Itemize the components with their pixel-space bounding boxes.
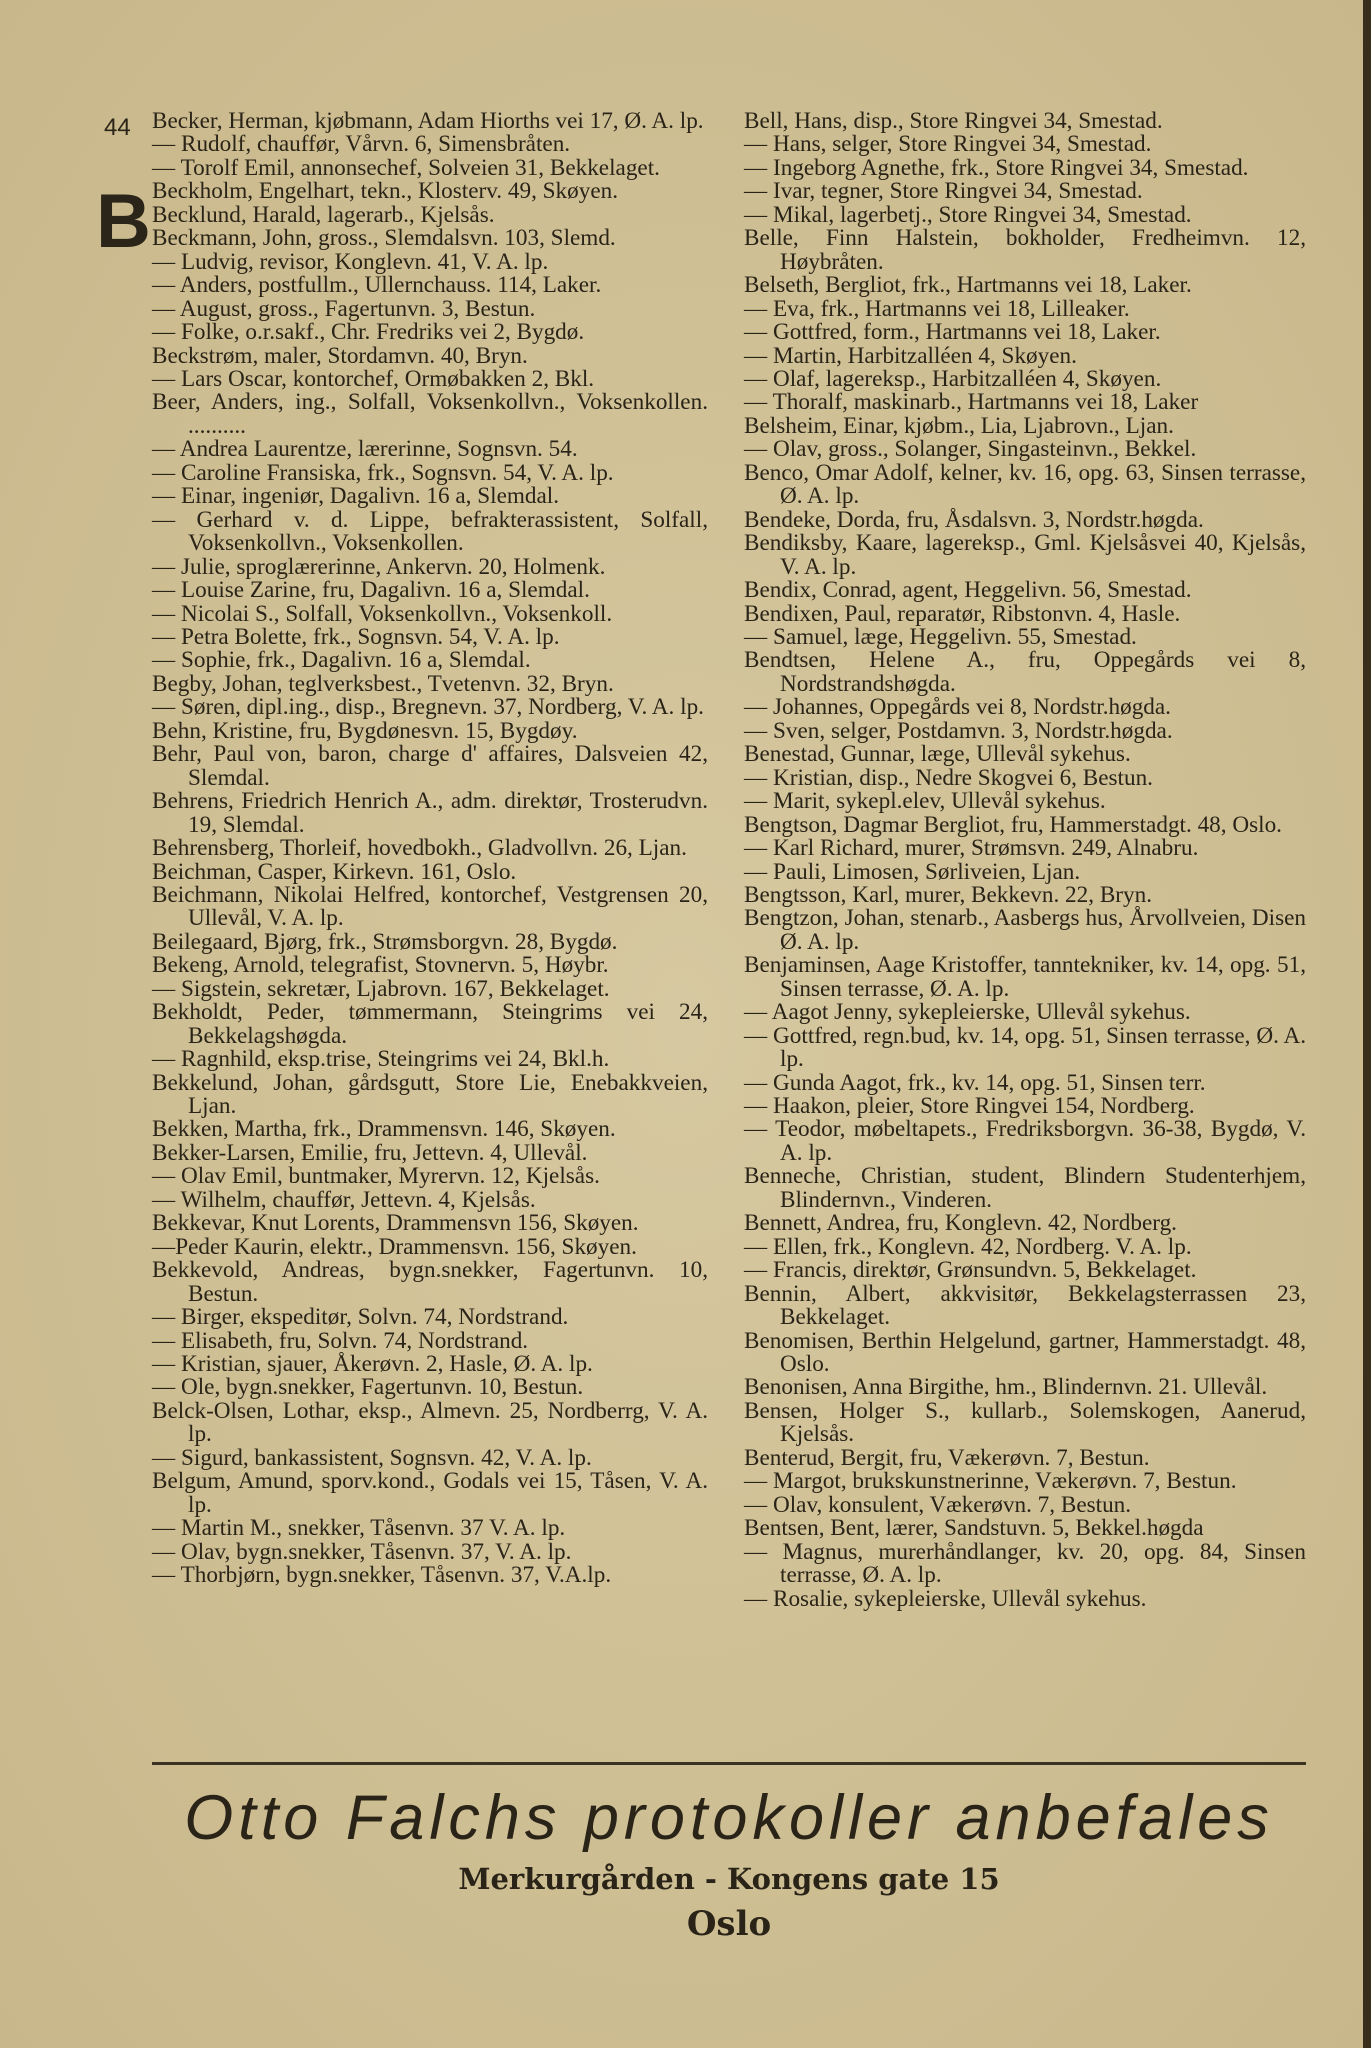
directory-entry: — Kristian, sjauer, Åkerøvn. 2, Hasle, Ø. A. lp. xyxy=(152,1351,593,1378)
directory-entry: — Olav, konsulent, Vækerøvn. 7, Bestun. xyxy=(744,1491,1132,1518)
directory-entry: Behrens, Friedrich Henrich A., adm. direktør, Trosterudvn. 19, Slemdal. xyxy=(152,788,708,838)
directory-entry: —Peder Kaurin, elektr., Drammensvn. 156, Skøyen. xyxy=(152,1233,637,1260)
advertisement-city: Oslo xyxy=(686,1904,772,1944)
right-column xyxy=(744,110,1306,1611)
page-number: 44 xyxy=(104,114,131,141)
directory-entry: — Søren, dipl.ing., disp., Bregnevn. 37, Nordberg, V. A. lp. xyxy=(152,694,704,721)
directory-entry: — Elisabeth, fru, Solvn. 74, Nordstrand. xyxy=(152,1327,529,1354)
directory-entry: Benonisen, Anna Birgithe, hm., Blindernvn. 21. Ullevål. xyxy=(744,1374,1268,1401)
directory-entry: — Ragnhild, eksp.trise, Steingrims vei 24, Bkl.h. xyxy=(152,1046,610,1073)
left-column xyxy=(152,110,708,1588)
divider-rule xyxy=(152,1762,1306,1765)
advertisement-address: Merkurgården - Kongens gate 15 xyxy=(458,1862,1000,1896)
directory-entry: — Julie, sproglærerinne, Ankervn. 20, Holmenk. xyxy=(152,553,606,580)
directory-entry: — Nicolai S., Solfall, Voksenkollvn., Voksenkoll. xyxy=(152,600,613,627)
directory-entry: Bendeke, Dorda, fru, Åsdalsvn. 3, Nordstr.høgda. xyxy=(744,506,1204,533)
directory-entry: — Folke, o.r.sakf., Chr. Fredriks vei 2, Bygdø. xyxy=(152,319,585,346)
directory-entry: Benneche, Christian, student, Blindern Studenterhjem, Blindernvn., Vinderen. xyxy=(744,1163,1306,1213)
directory-entry: — Thoralf, maskinarb., Hartmanns vei 18, Laker xyxy=(744,389,1199,416)
directory-entry: — Sigstein, sekretær, Ljabrovn. 167, Bekkelaget. xyxy=(152,975,610,1002)
directory-entry: Beckholm, Engelhart, tekn., Klosterv. 49, Skøyen. xyxy=(152,178,619,205)
directory-entry: Bensen, Holger S., kullarb., Solemskogen, Aanerud, Kjelsås. xyxy=(744,1397,1306,1448)
directory-entry: — Wilhelm, chauffør, Jettevn. 4, Kjelsås. xyxy=(152,1186,536,1213)
directory-entry: Bengtsson, Karl, murer, Bekkevn. 22, Bryn. xyxy=(744,881,1153,908)
directory-entry: Bekken, Martha, frk., Drammensvn. 146, Skøyen. xyxy=(152,1116,616,1143)
directory-entry: — Mikal, lagerbetj., Store Ringvei 34, Smestad. xyxy=(744,201,1192,228)
directory-entry: — Pauli, Limosen, Sørliveien, Ljan. xyxy=(744,858,1081,885)
directory-entry: — Gottfred, form., Hartmanns vei 18, Laker. xyxy=(744,319,1161,346)
directory-entry: — Francis, direktør, Grønsundvn. 5, Bekkelaget. xyxy=(744,1257,1197,1284)
directory-entry: — Johannes, Oppegårds vei 8, Nordstr.høgda. xyxy=(744,694,1171,721)
directory-entry: — August, gross., Fagertunvn. 3, Bestun. xyxy=(152,295,536,322)
directory-entry: Bell, Hans, disp., Store Ringvei 34, Smestad. xyxy=(744,108,1163,134)
directory-entry: — Sigurd, bankassistent, Sognsvn. 42, V. A. lp. xyxy=(152,1444,592,1471)
directory-entry: Bekkelund, Johan, gårdsgutt, Store Lie, Enebakkveien, Ljan. xyxy=(152,1069,708,1120)
directory-entry: Bentsen, Bent, lærer, Sandstuvn. 5, Bekkel.høgda xyxy=(744,1515,1204,1542)
directory-entry: — Ludvig, revisor, Konglevn. 41, V. A. lp. xyxy=(152,248,549,275)
directory-entry: — Olav, bygn.snekker, Tåsenvn. 37, V. A. lp. xyxy=(152,1538,572,1565)
directory-entry: — Ole, bygn.snekker, Fagertunvn. 10, Bestun. xyxy=(152,1374,584,1401)
directory-entry: — Sophie, frk., Dagalivn. 16 a, Slemdal. xyxy=(152,647,531,674)
directory-entry: — Kristian, disp., Nedre Skogvei 6, Bestun. xyxy=(744,764,1153,791)
directory-entry: — Magnus, murerhåndlanger, kv. 20, opg. 84, Sinsen terrasse, Ø. A. lp. xyxy=(744,1538,1306,1589)
directory-entry: Bekkevar, Knut Lorents, Drammensvn 156, Skøyen. xyxy=(152,1210,639,1237)
directory-entry: Beichmann, Nikolai Helfred, kontorchef, Vestgrensen 20, Ullevål, V. A. lp. xyxy=(152,881,708,932)
directory-entry: Belsheim, Einar, kjøbm., Lia, Ljabrovn., Ljan. xyxy=(744,412,1174,439)
directory-entry: Bennin, Albert, akkvisitør, Bekkelagsterrassen 23, Bekkelaget. xyxy=(744,1280,1306,1331)
directory-entry: Becklund, Harald, lagerarb., Kjelsås. xyxy=(152,201,495,228)
directory-entry: — Sven, selger, Postdamvn. 3, Nordstr.høgda. xyxy=(744,717,1173,744)
directory-entry: Bendiksby, Kaare, lagereksp., Gml. Kjelsåsvei 40, Kjelsås, V. A. lp. xyxy=(744,530,1306,580)
directory-entry: — Ivar, tegner, Store Ringvei 34, Smestad. xyxy=(744,178,1143,205)
directory-entry: — Caroline Fransiska, frk., Sognsvn. 54, V. A. lp. xyxy=(152,459,614,486)
directory-entry: — Andrea Laurentze, lærerinne, Sognsvn. 54. xyxy=(152,436,578,463)
directory-entry: — Thorbjørn, bygn.snekker, Tåsenvn. 37, V.A.lp. xyxy=(152,1562,612,1589)
advertisement-headline: Otto Falchs protokoller anbefales xyxy=(184,1783,1274,1853)
directory-entry: Belseth, Bergliot, frk., Hartmanns vei 18, Laker. xyxy=(744,272,1192,299)
directory-entry: — Ingeborg Agnethe, frk., Store Ringvei 34, Smestad. xyxy=(744,154,1249,181)
directory-entry: Begby, Johan, teglverksbest., Tvetenvn. 32, Bryn. xyxy=(152,670,614,697)
directory-entry: — Eva, frk., Hartmanns vei 18, Lilleaker. xyxy=(744,295,1130,322)
directory-entry: — Gottfred, regn.bud, kv. 14, opg. 51, Sinsen terrasse, Ø. A. lp. xyxy=(744,1022,1306,1073)
directory-entry: — Rosalie, sykepleierske, Ullevål sykehus. xyxy=(744,1585,1147,1612)
directory-entry: Bendix, Conrad, agent, Heggelivn. 56, Smestad. xyxy=(744,577,1192,604)
directory-entry: — Marit, sykepl.elev, Ullevål sykehus. xyxy=(744,788,1106,815)
directory-entry: Behrensberg, Thorleif, hovedbokh., Gladvollvn. 26, Ljan. xyxy=(152,835,687,862)
directory-entry: — Ellen, frk., Konglevn. 42, Nordberg. V. A. lp. xyxy=(744,1233,1192,1260)
directory-entry: Benomisen, Berthin Helgelund, gartner, Hammerstadgt. 48, Oslo. xyxy=(744,1327,1306,1378)
directory-entry: Belck-Olsen, Lothar, eksp., Almevn. 25, Nordberrg, V. A. lp. xyxy=(152,1397,708,1448)
directory-entry: Bekeng, Arnold, telegrafist, Stovnervn. 5, Høybr. xyxy=(152,952,609,979)
directory-entry: Belle, Finn Halstein, bokholder, Fredheimvn. 12, Høybråten. xyxy=(744,225,1306,275)
directory-entry: — Margot, brukskunstnerinne, Vækerøvn. 7, Bestun. xyxy=(744,1468,1237,1495)
directory-entry: Beckmann, John, gross., Slemdalsvn. 103, Slemd. xyxy=(152,225,616,252)
directory-entry: Beichman, Casper, Kirkevn. 161, Oslo. xyxy=(152,858,517,885)
directory-entry: Bekker-Larsen, Emilie, fru, Jettevn. 4, Ullevål. xyxy=(152,1139,588,1166)
directory-entry: Benterud, Bergit, fru, Vækerøvn. 7, Bestun. xyxy=(744,1444,1150,1471)
directory-entry: — Birger, ekspeditør, Solvn. 74, Nordstrand. xyxy=(152,1304,569,1331)
directory-entry: — Aagot Jenny, sykepleierske, Ullevål sykehus. xyxy=(744,999,1191,1026)
directory-entry: Bennett, Andrea, fru, Konglevn. 42, Nordberg. xyxy=(744,1210,1177,1237)
directory-entry: Behn, Kristine, fru, Bygdønesvn. 15, Bygdøy. xyxy=(152,717,578,744)
directory-entry: — Hans, selger, Store Ringvei 34, Smestad. xyxy=(744,131,1152,158)
directory-entry: Bekholdt, Peder, tømmermann, Steingrims vei 24, Bekkelagshøgda. xyxy=(152,999,708,1049)
directory-entry: Beckstrøm, maler, Stordamvn. 40, Bryn. xyxy=(152,342,528,369)
directory-entry: Bekkevold, Andreas, bygn.snekker, Fagertunvn. 10, Bestun. xyxy=(152,1257,708,1307)
directory-entry: — Louise Zarine, fru, Dagalivn. 16 a, Slemdal. xyxy=(152,577,590,604)
directory-entry: — Martin, Harbitzalléen 4, Skøyen. xyxy=(744,342,1077,369)
directory-entry: Beilegaard, Bjørg, frk., Strømsborgvn. 28, Bygdø. xyxy=(152,928,618,955)
directory-entry: — Olav, gross., Solanger, Singasteinvn., Bekkel. xyxy=(744,436,1197,463)
directory-entry: — Lars Oscar, kontorchef, Ormøbakken 2, Bkl. xyxy=(152,365,595,392)
section-letter: B xyxy=(96,179,151,264)
directory-entry: — Karl Richard, murer, Strømsvn. 249, Alnabru. xyxy=(744,835,1199,862)
directory-entry: — Haakon, pleier, Store Ringvei 154, Nordberg. xyxy=(744,1093,1195,1120)
directory-entry: Beer, Anders, ing., Solfall, Voksenkollvn., Voksenkollen. .......... xyxy=(152,389,708,439)
directory-entry: Bendtsen, Helene A., fru, Oppegårds vei 8, Nordstrandshøgda. xyxy=(744,647,1306,697)
directory-entry: Benco, Omar Adolf, kelner, kv. 16, opg. 63, Sinsen terrasse, Ø. A. lp. xyxy=(744,459,1306,510)
directory-entry: Bendixen, Paul, reparatør, Ribstonvn. 4, Hasle. xyxy=(744,600,1181,627)
directory-entry: — Gunda Aagot, frk., kv. 14, opg. 51, Sinsen terr. xyxy=(744,1069,1206,1096)
directory-entry: — Olav Emil, buntmaker, Myrervn. 12, Kjelsås. xyxy=(152,1163,600,1190)
directory-entry: Benestad, Gunnar, læge, Ullevål sykehus. xyxy=(744,741,1131,768)
directory-entry: Bengtzon, Johan, stenarb., Aasbergs hus, Årvollveien, Disen Ø. A. lp. xyxy=(744,905,1306,955)
directory-entry: — Martin M., snekker, Tåsenvn. 37 V. A. lp. xyxy=(152,1515,566,1542)
directory-entry: — Anders, postfullm., Ullernchauss. 114, Laker. xyxy=(152,272,602,299)
directory-entry: Benjaminsen, Aage Kristoffer, tanntekniker, kv. 14, opg. 51, Sinsen terrasse, Ø. A. lp. xyxy=(744,952,1306,1002)
directory-entry: — Torolf Emil, annonsechef, Solveien 31, Bekkelaget. xyxy=(152,154,660,181)
directory-entry: — Teodor, møbeltapets., Fredriksborgvn. 36-38, Bygdø, V. A. lp. xyxy=(744,1116,1306,1166)
directory-entry: — Olaf, lagereksp., Harbitzalléen 4, Skøyen. xyxy=(744,365,1162,392)
directory-entry: Becker, Herman, kjøbmann, Adam Hiorths vei 17, Ø. A. lp. xyxy=(152,108,704,134)
directory-entry: Behr, Paul von, baron, charge d' affaires, Dalsveien 42, Slemdal. xyxy=(152,741,708,791)
directory-entry: — Einar, ingeniør, Dagalivn. 16 a, Slemdal. xyxy=(152,483,560,510)
directory-entry: Bengtson, Dagmar Bergliot, fru, Hammerstadgt. 48, Oslo. xyxy=(744,811,1282,838)
directory-entry: Belgum, Amund, sporv.kond., Godals vei 15, Tåsen, V. A. lp. xyxy=(152,1468,708,1518)
directory-entry: — Samuel, læge, Heggelivn. 55, Smestad. xyxy=(744,623,1137,650)
directory-entry: — Gerhard v. d. Lippe, befrakterassistent, Solfall, Voksenkollvn., Voksenkollen. xyxy=(152,506,708,557)
directory-entry: — Petra Bolette, frk., Sognsvn. 54, V. A. lp. xyxy=(152,623,560,650)
directory-entry: — Rudolf, chauffør, Vårvn. 6, Simensbråten. xyxy=(152,131,571,158)
